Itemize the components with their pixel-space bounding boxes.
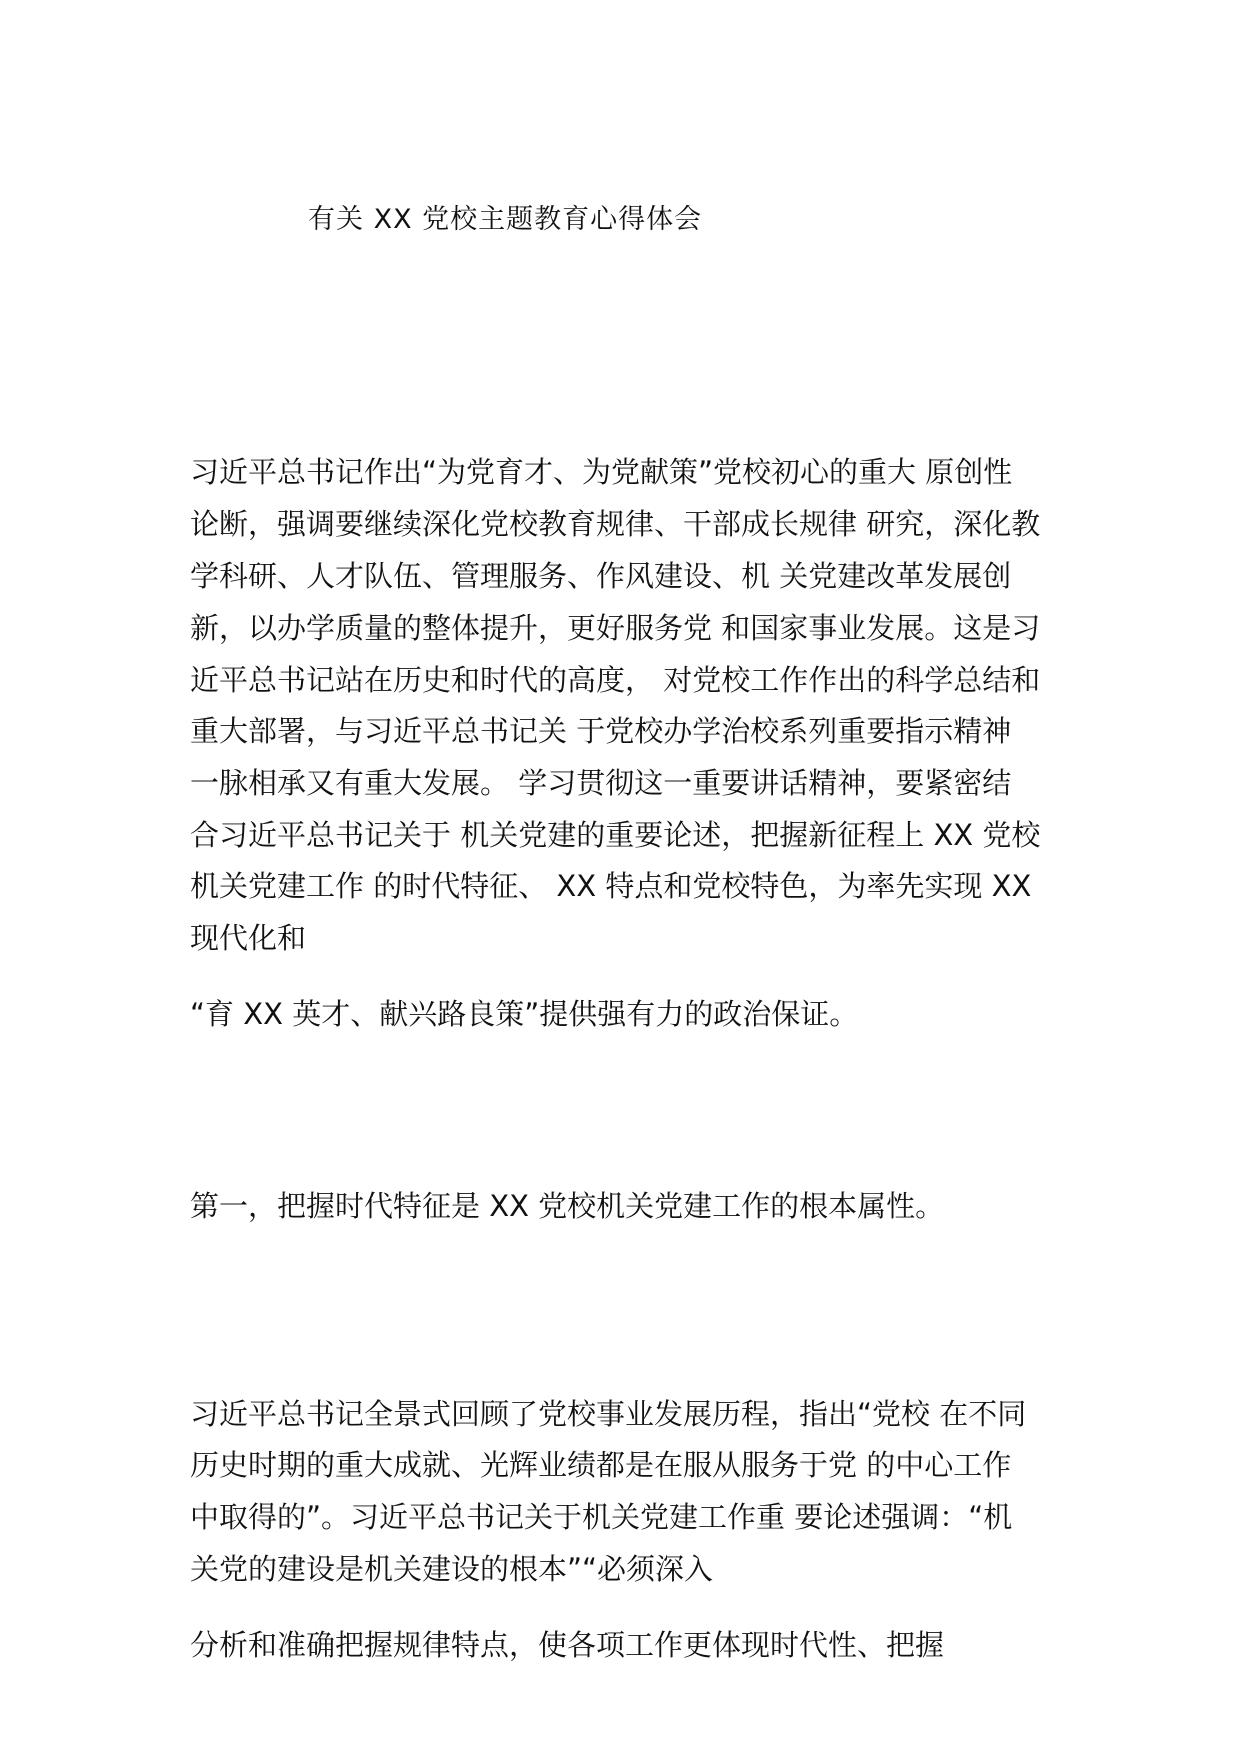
paragraph-line: 合习近平总书记关于 机关党建的重要论述，把握新征程上 XX 党校 xyxy=(190,818,1041,852)
paragraph-line: 习近平总书记全景式回顾了党校事业发展历程，指出“党校 在不同 xyxy=(190,1397,1027,1431)
paragraph-line: 历史时期的重大成就、光辉业绩都是在服从服务于党 的中心工作 xyxy=(190,1448,1012,1482)
paragraph-line: 一脉相承又有重大发展。 学习贯彻这一重要讲话精神，要紧密结 xyxy=(190,766,1012,800)
paragraph-line: 近平总书记站在历史和时代的高度， 对党校工作作出的科学总结和 xyxy=(190,663,1041,697)
paragraph-line: 关党的建设是机关建设的根本”“必须深入 xyxy=(190,1552,714,1586)
paragraph-line: 重大部署，与习近平总书记关 于党校办学治校系列重要指示精神 xyxy=(190,714,1012,748)
paragraph-line: 机关党建工作 的时代特征、 XX 特点和党校特色，为率先实现 XX xyxy=(190,869,1032,903)
document-title: 有关 XX 党校主题教育心得体会 xyxy=(308,204,703,235)
paragraph-line: “育 XX 英才、献兴路良策”提供强有力的政治保证。 xyxy=(190,997,859,1031)
paragraph-line: 中取得的”。习近平总书记关于机关党建工作重 要论述强调：“机 xyxy=(190,1500,1013,1534)
paragraph-line: 新，以办学质量的整体提升，更好服务党 和国家事业发展。这是习 xyxy=(190,611,1041,645)
paragraph-line: 学科研、人才队伍、管理服务、作风建设、机 关党建改革发展创 xyxy=(190,559,1012,593)
paragraph-line: 分析和准确把握规律特点，使各项工作更体现时代性、把握 xyxy=(190,1628,945,1662)
paragraph-line: 现代化和 xyxy=(190,921,307,955)
paragraph-line: 习近平总书记作出“为党育才、为党献策”党校初心的重大 原创性 xyxy=(190,455,1013,489)
paragraph-line: 论断，强调要继续深化党校教育规律、干部成长规律 研究，深化教 xyxy=(190,507,1041,541)
section-heading: 第一，把握时代特征是 XX 党校机关党建工作的根本属性。 xyxy=(190,1189,945,1223)
